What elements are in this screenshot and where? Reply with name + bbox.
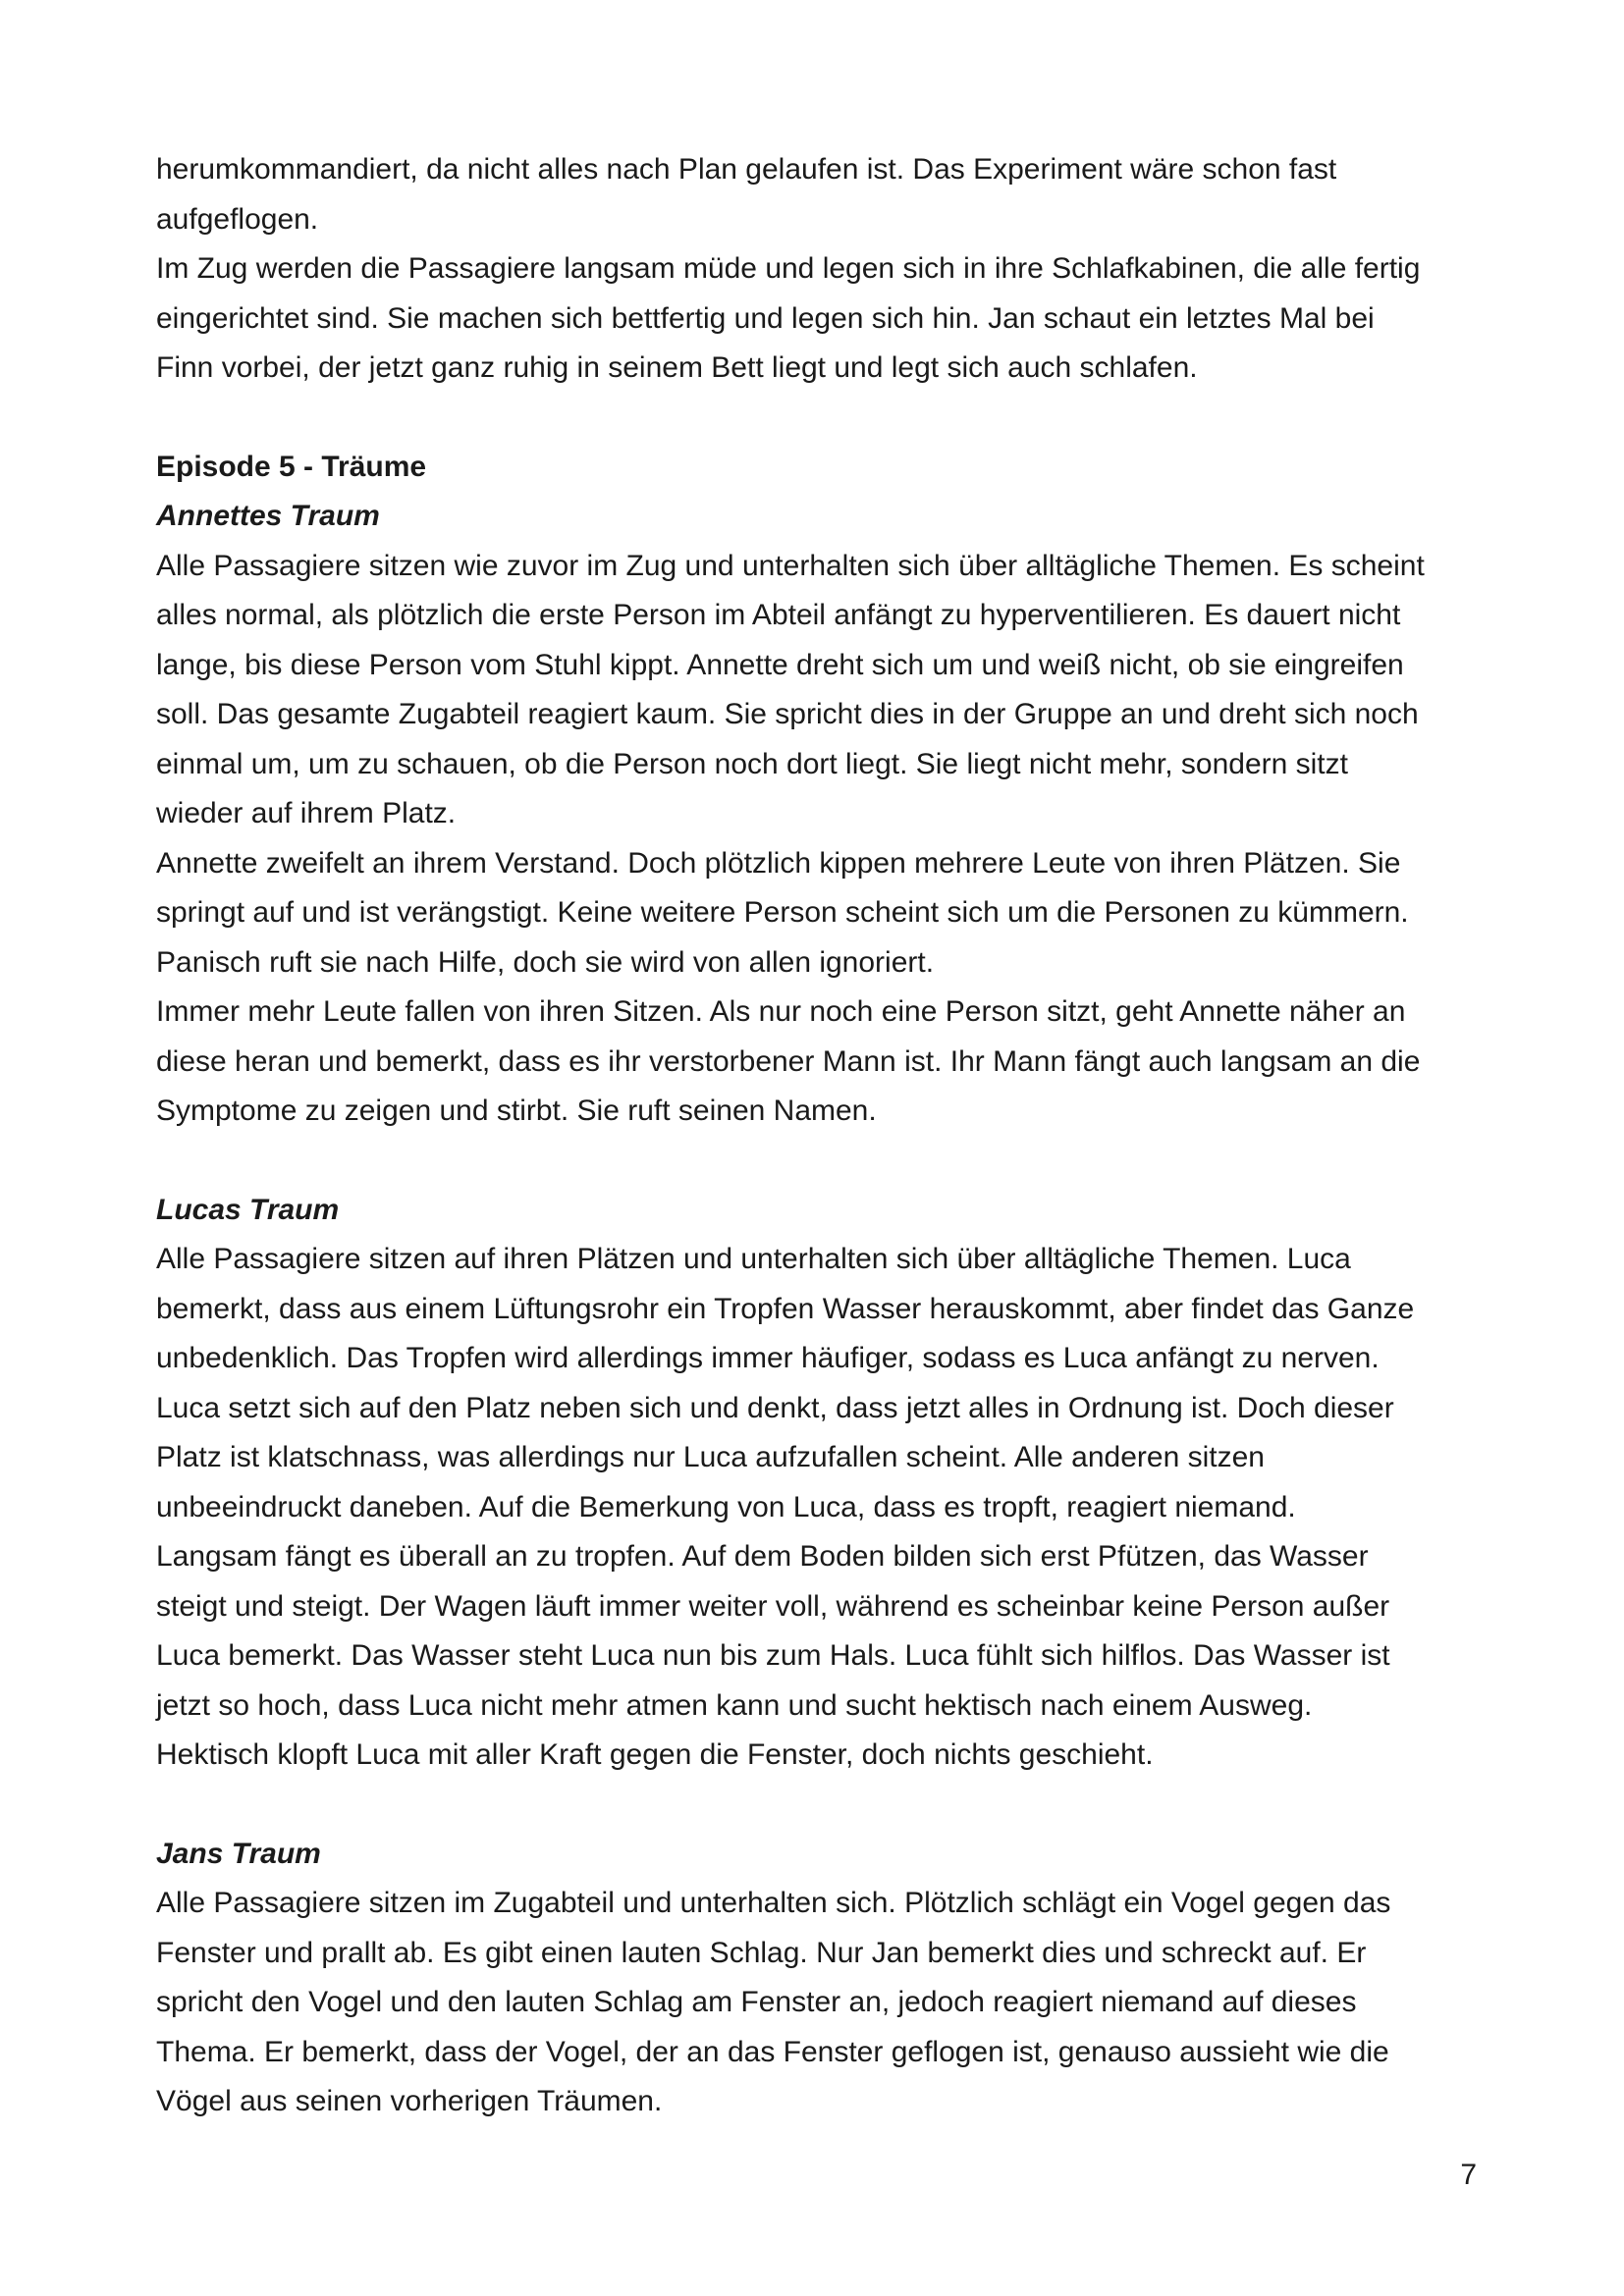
text-line: unbeeindruckt daneben. Auf die Bemerkung von Luca, dass es tropft, reagiert niemand. xyxy=(156,1490,1296,1523)
page-number: 7 xyxy=(1460,2159,1477,2191)
text-line: Luca setzt sich auf den Platz neben sich und denkt, dass jetzt alles in Ordnung ist. Doch dieser xyxy=(156,1391,1394,1424)
intro-paragraph xyxy=(156,145,1477,394)
spacer xyxy=(156,394,1477,443)
text-line: eingerichtet sind. Sie machen sich bettfertig und legen sich hin. Jan schaut ein letztes Mal bei xyxy=(156,301,1375,335)
jan-dream-text xyxy=(156,1879,1477,2127)
text-line: bemerkt, dass aus einem Lüftungsrohr ein Tropfen Wasser herauskommt, aber findet das Ganze xyxy=(156,1292,1415,1325)
text-line: Panisch ruft sie nach Hilfe, doch sie wird von allen ignoriert. xyxy=(156,945,935,979)
spacer xyxy=(156,1137,1477,1186)
text-line: Langsam fängt es überall an zu tropfen. Auf dem Boden bilden sich erst Pfützen, das Wasser xyxy=(156,1540,1369,1573)
text-line: Alle Passagiere sitzen im Zugabteil und unterhalten sich. Plötzlich schlägt ein Vogel gegen das xyxy=(156,1887,1391,1919)
text-line: Annette zweifelt an ihrem Verstand. Doch plötzlich kippen mehrere Leute von ihren Plätzen. Sie xyxy=(156,846,1401,880)
document-page xyxy=(156,145,1477,2127)
text-line: alles normal, als plötzlich die erste Person im Abteil anfängt zu hyperventilieren. Es dauert nicht xyxy=(156,599,1401,631)
luca-dream-title: Lucas Traum xyxy=(156,1193,340,1226)
text-line: lange, bis diese Person vom Stuhl kippt. Annette dreht sich um und weiß nicht, ob sie eingreifen xyxy=(156,648,1404,681)
annette-dream-text xyxy=(156,542,1477,1137)
text-line: soll. Das gesamte Zugabteil reagiert kaum. Sie spricht dies in der Gruppe an und dreht sich noch xyxy=(156,698,1419,730)
text-line: Symptome zu zeigen und stirbt. Sie ruft seinen Namen. xyxy=(156,1095,877,1127)
text-line: jetzt so hoch, dass Luca nicht mehr atmen kann und sucht hektisch nach einem Ausweg. xyxy=(156,1688,1313,1722)
text-line: spricht den Vogel und den lauten Schlag am Fenster an, jedoch reagiert niemand auf dieses xyxy=(156,1986,1357,2018)
text-line: steigt und steigt. Der Wagen läuft immer weiter voll, während es scheinbar keine Person außer xyxy=(156,1589,1390,1623)
text-line: Im Zug werden die Passagiere langsam müde und legen sich in ihre Schlafkabinen, die alle fertig xyxy=(156,252,1421,285)
text-line: Alle Passagiere sitzen wie zuvor im Zug und unterhalten sich über alltägliche Themen. Es scheint xyxy=(156,549,1425,582)
text-line: aufgeflogen. xyxy=(156,202,319,236)
text-line: einmal um, um zu schauen, ob die Person noch dort liegt. Sie liegt nicht mehr, sondern sitzt xyxy=(156,747,1348,780)
text-line: herumkommandiert, da nicht alles nach Plan gelaufen ist. Das Experiment wäre schon fast xyxy=(156,153,1337,186)
text-line: Fenster und prallt ab. Es gibt einen lauten Schlag. Nur Jan bemerkt dies und schreckt auf. Er xyxy=(156,1936,1367,1969)
spacer xyxy=(156,1781,1477,1830)
text-line: Alle Passagiere sitzen auf ihren Plätzen und unterhalten sich über alltägliche Themen. Luca xyxy=(156,1243,1351,1275)
text-line: Finn vorbei, der jetzt ganz ruhig in seinem Bett liegt und legt sich auch schlafen. xyxy=(156,351,1198,384)
text-line: Luca bemerkt. Das Wasser steht Luca nun bis zum Hals. Luca fühlt sich hilflos. Das Wasser ist xyxy=(156,1639,1390,1672)
text-line: Immer mehr Leute fallen von ihren Sitzen. Als nur noch eine Person sitzt, geht Annette näher an xyxy=(156,995,1406,1028)
text-line: unbedenklich. Das Tropfen wird allerdings immer häufiger, sodass es Luca anfängt zu nerven. xyxy=(156,1342,1380,1374)
luca-dream-text xyxy=(156,1235,1477,1781)
text-line: Thema. Er bemerkt, dass der Vogel, der an das Fenster geflogen ist, genauso aussieht wie die xyxy=(156,2035,1389,2068)
text-line: springt auf und ist verängstigt. Keine weitere Person scheint sich um die Personen zu kümmern. xyxy=(156,896,1409,929)
text-line: Platz ist klatschnass, was allerdings nur Luca aufzufallen scheint. Alle anderen sitzen xyxy=(156,1441,1265,1473)
text-line: diese heran und bemerkt, dass es ihr verstorbener Mann ist. Ihr Mann fängt auch langsam an die xyxy=(156,1044,1421,1078)
episode-heading: Episode 5 - Träume xyxy=(156,450,427,483)
jan-dream-title: Jans Traum xyxy=(156,1837,321,1870)
text-line: wieder auf ihrem Platz. xyxy=(156,797,457,829)
text-line: Hektisch klopft Luca mit aller Kraft gegen die Fenster, doch nichts geschieht. xyxy=(156,1738,1154,1771)
annette-dream-title: Annettes Traum xyxy=(156,500,380,532)
text-line: Vögel aus seinen vorherigen Träumen. xyxy=(156,2085,663,2117)
